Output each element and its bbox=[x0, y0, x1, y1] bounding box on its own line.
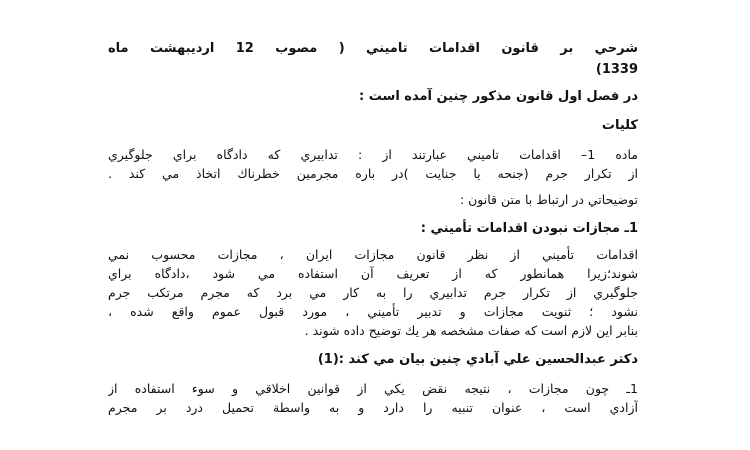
document-title-line-1: شرحي بر قانون اقدامات تاميني ( مصوب 12 ارديبهشت ماه bbox=[108, 41, 638, 56]
heading-general: كليات bbox=[601, 118, 638, 133]
article-1-line-2: از تكرار جرم (جنحه يا جنايت )در باره مجرمين خطرناك اتخاذ مي كند . bbox=[108, 166, 638, 181]
section-1-paragraph-line: شوند؛زيرا همانطور كه از تعريف آن استفاده مي شود ،دادگاه براي bbox=[108, 266, 638, 281]
section-1-paragraph-line: بنابر اين لازم است كه صفات مشخصه هر يك توضيح داده شوند . bbox=[304, 323, 638, 338]
document-body bbox=[108, 38, 638, 417]
section-1-paragraph-line: جلوگيري از تكرار جرم تدابيري را به كار مي برد كه مجرم مرتكب جرم bbox=[108, 285, 638, 300]
point-1-line: آزادي است ، عنوان تنبيه را دارد و به واسطة تحميل درد بر مجرم bbox=[108, 400, 638, 415]
section-1-paragraph-line: اقدامات تأميني از نظر قانون مجازات ايران ، مجازات محسوب نمي bbox=[108, 247, 638, 262]
section-1-paragraph-line: نشود ؛ ثنويت مجازات و تدبير تأميني ، مورد قبول عموم واقع شده ، bbox=[108, 304, 638, 319]
intro-text: در فصل اول قانون مذكور چنين آمده است : bbox=[359, 89, 638, 104]
section-1-heading: 1ـ مجازات نبودن اقدامات تأميني : bbox=[420, 221, 638, 236]
point-1-line: 1ـ چون مجازات ، نتيجه نقض يكي از قوانين اخلاقي و سوء استفاده از bbox=[108, 381, 638, 396]
author-heading: دكتر عبدالحسين علي آبادي چنين بيان مي كند :(1) bbox=[317, 352, 638, 367]
article-1-line-1: ماده 1– اقدامات تاميني عبارتند از : تدابيري كه دادگاه براي جلوگيري bbox=[108, 147, 638, 162]
document-title-line-2: 1339) bbox=[595, 62, 638, 77]
explanations-text: توضيحاتي در ارتباط با متن قانون : bbox=[459, 192, 638, 207]
